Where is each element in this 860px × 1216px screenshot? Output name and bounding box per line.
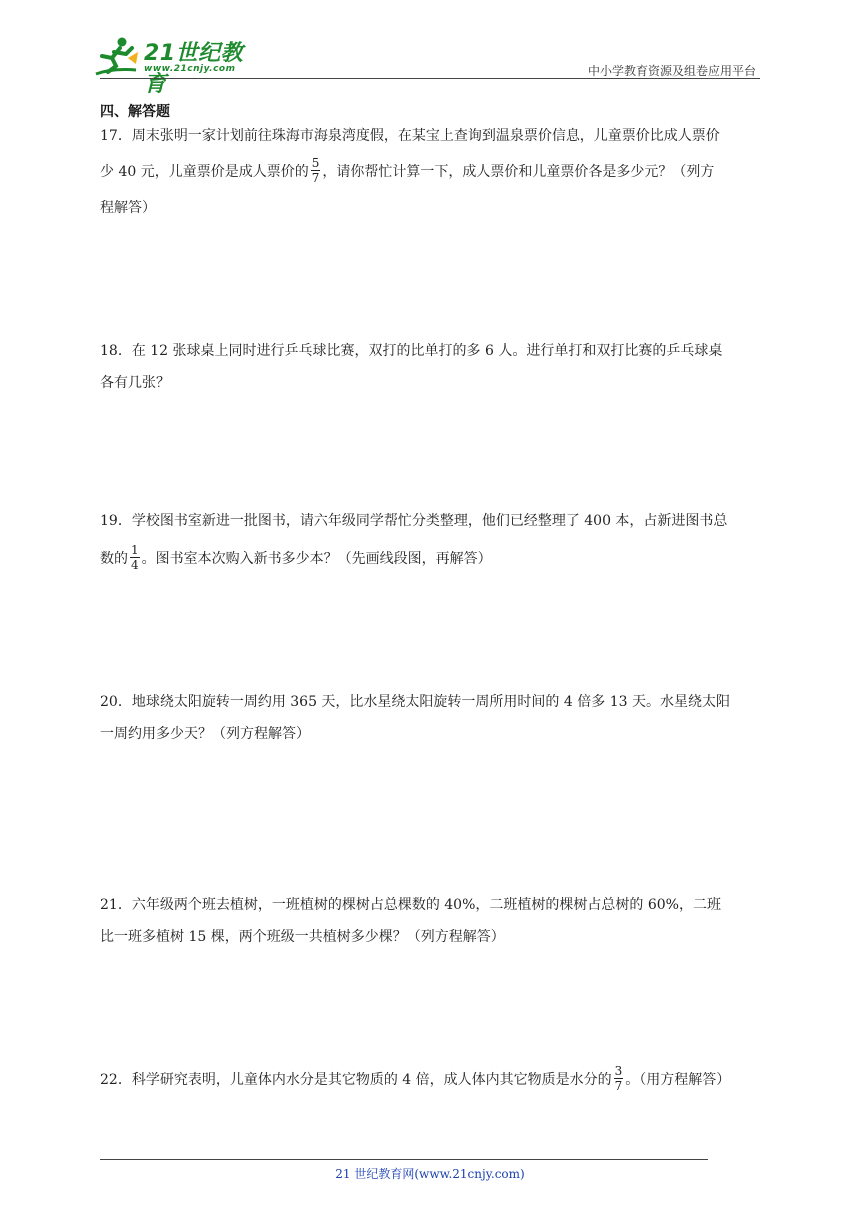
question-text: 程解答） xyxy=(100,200,156,216)
footer-divider xyxy=(100,1159,708,1160)
question-text: 一周约用多少天？（列方程解答） xyxy=(100,726,310,742)
question-text: 比一班多植树 15 棵，两个班级一共植树多少棵？（列方程解答） xyxy=(100,929,505,945)
question-text-part: 22．科学研究表明，儿童体内水分是其它物质的 4 倍，成人体内其它物质是水分的 xyxy=(100,1072,612,1088)
header-divider xyxy=(100,78,760,79)
question-text xyxy=(100,1060,760,1100)
question-text-part: 少 40 元，儿童票价是成人票价的 xyxy=(100,164,309,180)
question-text-part: 数的 xyxy=(100,551,128,567)
fraction-denominator: 4 xyxy=(131,557,139,572)
fraction xyxy=(311,156,321,185)
question-20 xyxy=(100,686,760,750)
question-text: 19．学校图书室新进一批图书，请六年级同学帮忙分类整理，他们已经整理了 400 本，占新进图书总 xyxy=(100,513,728,529)
section-title: 四、解答题 xyxy=(100,104,170,120)
platform-title: 中小学教育资源及组卷应用平台 xyxy=(587,64,756,78)
question-text: 17．周末张明一家计划前往珠海市海泉湾度假，在某宝上查询到温泉票价信息，儿童票价比成人票价 xyxy=(100,128,720,144)
question-17 xyxy=(100,120,760,224)
fraction-numerator: 5 xyxy=(311,155,320,170)
question-text-part: 。（用方程解答） xyxy=(625,1072,731,1088)
footer-link[interactable]: 21 世纪教育网(www.21cnjy.com) xyxy=(335,1167,525,1181)
question-text: 20．地球绕太阳旋转一周约用 365 天，比水星绕太阳旋转一周所用时间的 4 倍多 13 天。水星绕太阳 xyxy=(100,694,730,710)
fraction-numerator: 3 xyxy=(614,1063,623,1078)
question-21 xyxy=(100,889,760,953)
question-text: 各有几张？ xyxy=(100,375,170,391)
question-text-part: ，请你帮忙计算一下，成人票价和儿童票价各是多少元？（列方 xyxy=(322,164,715,180)
question-text: 21．六年级两个班去植树，一班植树的棵树占总棵数的 40%，二班植树的棵树占总树的 60%，二班 xyxy=(100,897,721,913)
logo-title: 21世纪教育 xyxy=(144,41,244,97)
question-text-part: 。图书室本次购入新书多少本？（先画线段图，再解答） xyxy=(141,551,492,567)
question-text: 18．在 12 张球桌上同时进行乒乓球比赛，双打的比单打的多 6 人。进行单打和双打比赛的乒乓球桌 xyxy=(100,343,723,359)
logo xyxy=(92,34,262,97)
question-18 xyxy=(100,335,760,399)
fraction xyxy=(614,1064,624,1093)
running-figure-icon xyxy=(92,34,142,80)
question-text xyxy=(100,537,760,581)
question-text xyxy=(100,152,760,192)
fraction-denominator: 7 xyxy=(311,170,320,185)
logo-url: www.21cnjy.com xyxy=(144,64,236,74)
fraction-denominator: 7 xyxy=(614,1078,623,1093)
fraction-numerator: 1 xyxy=(131,542,139,557)
question-19 xyxy=(100,505,760,581)
question-22 xyxy=(100,1060,760,1100)
fraction xyxy=(130,543,140,572)
